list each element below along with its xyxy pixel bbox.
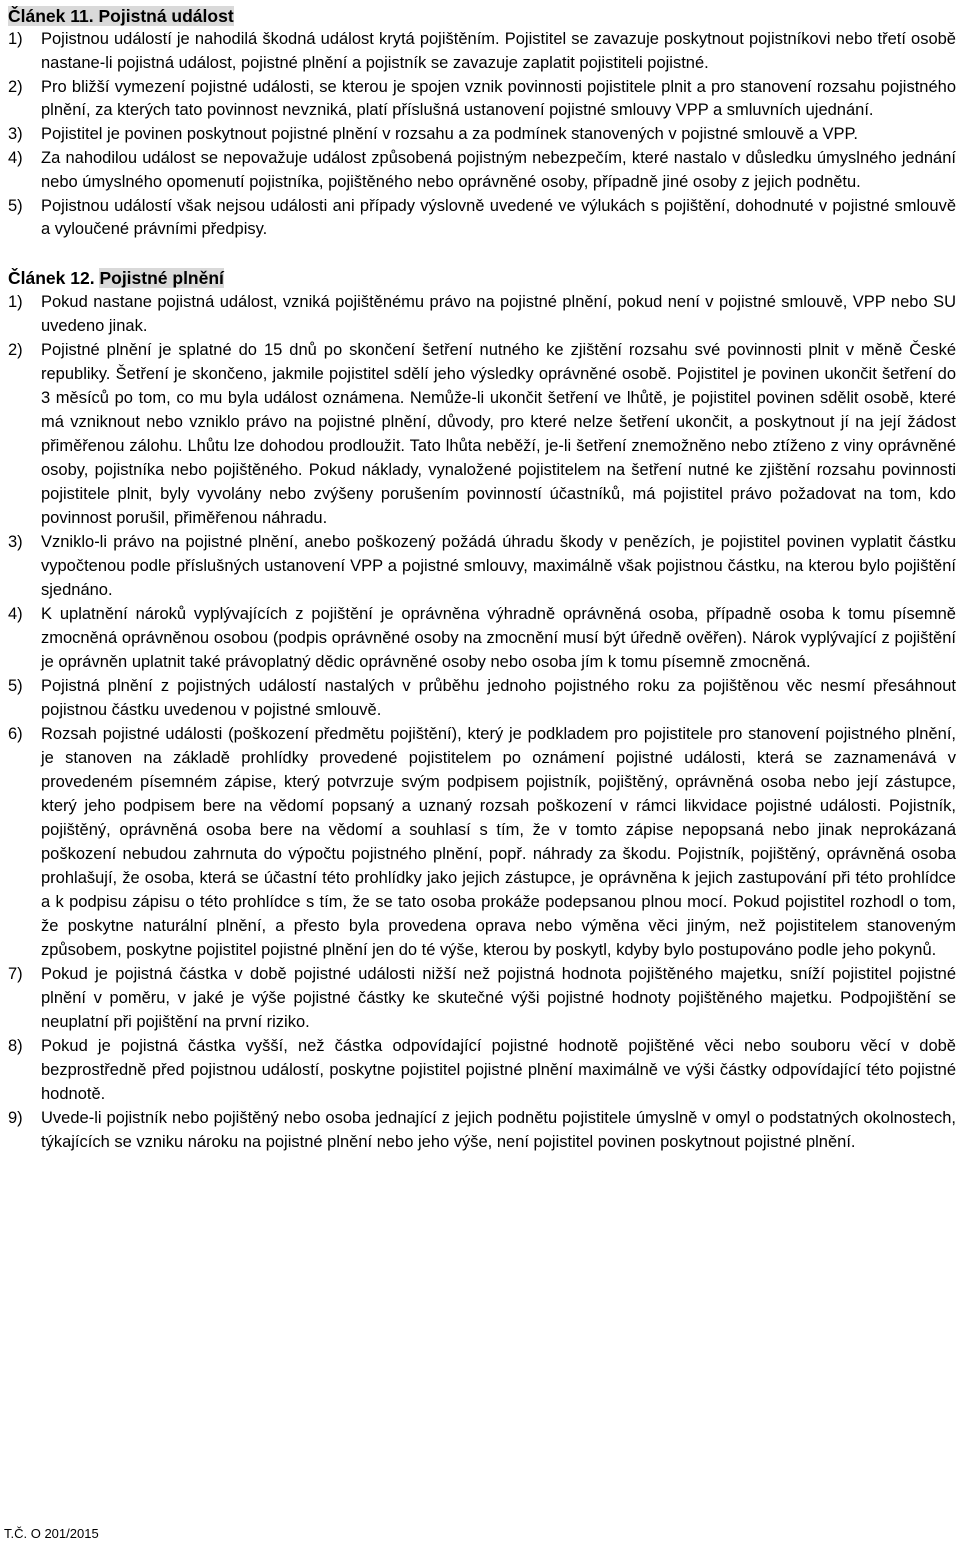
item-number: 3) <box>8 125 23 144</box>
item-text: Rozsah pojistné události (poškození předmětu pojištění), který je podkladem pro pojistitele pro stanovení pojistného plnění, je stanoven na základě prohlídky provedené pojistitelem po oznámení pojistné události, která se zaznamenává v provedeném písemném zápise, který potvrzuje svým podpisem pojistník, pojištěný, oprávněná osoba nebo její zástupce, který jeho podpisem bere na vědomí popsaný a uznaný rozsah poškození v rámci likvidace pojistné události. Pojistník, pojištěný, oprávněná osoba bere na vědomí a souhlasí s tím, že v tomto zápise nepopsaná nebo jinak neprokázaná poškození nebudou zahrnuta do výpočtu pojistného plnění, popř. náhrady za škodu. Pojistník, pojištěný, oprávněná osoba prohlašují, že osoba, která se účastní této prohlídky jako jejich zástupce, je oprávněna k jejich zastupování při této prohlídce a k podpisu zápisu o této prohlídce s tím, že se tato osoba prokáže podepsanou plnou mocí. Pokud pojistitel rozhodl o tom, že poskytne naturální plnění, a přesto byla provedena oprava nebo výměna věci jiným, než pojistitelem stanoveným způsobem, poskytne pojistitel pojistné plnění jen do té výše, kterou by poskytl, kdyby bylo postupováno podle jeho pokynů. <box>41 725 956 960</box>
article-12-item-8 <box>8 1034 956 1106</box>
item-text: Pojistné plnění je splatné do 15 dnů po skončení šetření nutného ke zjištění rozsahu své povinnosti plnit v měně České republiky. Šetření je skončeno, jakmile pojistitel sdělí jeho výsledky oprávněné osobě. Pojistitel je povinen ukončit šetření do 3 měsíců po tom, co mu byla událost oznámena. Nemůže-li ukončit šetření ve lhůtě, je pojistitel povinen sdělit osobě, které má vzniknout nebo vzniklo právo na pojistné plnění, důvody, pro které nelze šetření ukončit, a poskytnout jí na její žádost přiměřenou zálohu. Lhůtu lze dohodou prodloužit. Tato lhůta neběží, je-li šetření znemožněno nebo ztíženo z viny oprávněné osoby, pojistníka nebo pojištěného. Pokud náklady, vynaložené pojistitelem na šetření nutné ke zjištění rozsahu povinnosti pojistitele plnit, byly vyvolány nebo zvýšeny porušením povinností účastníků, má pojistitel právo požadovat na tom, kdo povinnost porušil, přiměřenou náhradu. <box>41 341 956 528</box>
item-text: Vzniklo-li právo na pojistné plnění, anebo poškozený požádá úhradu škody v penězích, je pojistitel povinen vyplatit částku vypočtenou podle příslušných ustanovení VPP a pojistné smlouvy, maximálně však pojistnou částku, na kterou bylo pojištění sjednáno. <box>41 533 956 600</box>
item-number: 7) <box>8 965 23 984</box>
item-number: 1) <box>8 30 23 48</box>
item-text: Uvede-li pojistník nebo pojištěný nebo osoba jednající z jejich podnětu pojistitele úmyslně v omyl o podstatných okolnostech, týkajících se vzniku nároku na pojistné plnění nebo jeho výše, není pojistitel povinen poskytnout pojistné plnění. <box>41 1109 956 1152</box>
item-number: 4) <box>8 605 23 624</box>
article-12-item-6 <box>8 722 956 962</box>
article-12-item-9 <box>8 1106 956 1154</box>
article-11-heading-highlight <box>8 6 234 26</box>
item-text: Za nahodilou událost se nepovažuje událost způsobená pojistným nebezpečím, které nastalo v důsledku úmyslného jednání nebo úmyslného opomenutí pojistníka, pojištěného nebo oprávněné osoby, případně jiné osoby z jejich podnětu. <box>41 148 956 191</box>
article-11-item-1 <box>8 28 956 76</box>
item-text: Pojistnou událostí je nahodilá škodná událost krytá pojištěním. Pojistitel se zavazuje poskytnout pojistníkovi nebo třetí osobě nastane-li pojistná událost, pojistné plnění a pojistník se zavazuje zaplatit pojistiteli pojistné. <box>41 30 956 72</box>
item-text: Pokud nastane pojistná událost, vzniká pojištěnému právo na pojistné plnění, pokud není v pojistné smlouvě, VPP nebo SU uvedeno jinak. <box>41 293 956 336</box>
article-11 <box>8 4 956 242</box>
article-12-item-2 <box>8 338 956 530</box>
item-number: 9) <box>8 1109 23 1128</box>
item-text: Pojistitel je povinen poskytnout pojistné plnění v rozsahu a za podmínek stanovených v pojistné smlouvě a VPP. <box>41 125 858 144</box>
page-footer-reference: T.Č. O 201/2015 <box>4 1526 99 1541</box>
item-number: 2) <box>8 77 23 96</box>
article-11-item-2 <box>8 76 956 124</box>
item-number: 4) <box>8 148 23 167</box>
item-number: 8) <box>8 1037 23 1056</box>
article-12-heading <box>8 266 956 290</box>
article-11-heading-number: Článek 11. <box>8 6 94 26</box>
item-number: 5) <box>8 677 23 696</box>
article-11-heading-title: Pojistná událost <box>98 6 234 26</box>
item-number: 6) <box>8 725 23 744</box>
article-11-item-3 <box>8 123 956 147</box>
document-page <box>8 4 956 1154</box>
article-12-item-5 <box>8 674 956 722</box>
item-number: 5) <box>8 196 23 215</box>
article-12-item-7 <box>8 962 956 1034</box>
article-11-item-5 <box>8 195 956 243</box>
item-number: 3) <box>8 533 23 552</box>
item-text: Pojistnou událostí však nejsou události ani případy výslovně uvedené ve výlukách s pojištění, dohodnuté v pojistné smlouvě a vyloučené právními předpisy. <box>41 196 956 239</box>
item-text: K uplatnění nároků vyplývajících z pojištění je oprávněna výhradně oprávněná osoba, případně osoba k tomu písemně zmocněná oprávněnou osobou (podpis oprávněné osoby na zmocnění musí být úředně ověřen). Nárok vyplývající z pojištění je oprávněn uplatnit také právoplatný dědic oprávněné osoby nebo osoba jím k tomu písemně zmocněná. <box>41 605 956 672</box>
section-spacer <box>8 242 956 266</box>
item-text: Pojistná plnění z pojistných událostí nastalých v průběhu jednoho pojistného roku za pojištěnou věc nesmí přesáhnout pojistnou částku uvedenou v pojistné smlouvě. <box>41 677 956 720</box>
article-12-item-1 <box>8 290 956 338</box>
article-12-heading-title: Pojistné plnění <box>99 268 224 289</box>
item-text: Pokud je pojistná částka vyšší, než částka odpovídající pojistné hodnotě pojištěné věci nebo souboru věcí v době bezprostředně před pojistnou událostí, poskytne pojistitel pojistné plnění maximálně ve výši částky odpovídající této pojistné hodnotě. <box>41 1037 956 1104</box>
article-11-item-4 <box>8 147 956 195</box>
article-12-item-3 <box>8 530 956 602</box>
article-12-heading-number: Článek 12. <box>8 268 95 289</box>
item-number: 2) <box>8 341 23 360</box>
article-12-item-4 <box>8 602 956 674</box>
item-text: Pokud je pojistná částka v době pojistné události nižší než pojistná hodnota pojištěného majetku, sníží pojistitel pojistné plnění v poměru, v jaké je výše pojistné částky ke skutečné výši pojistné hodnoty pojištěného majetku. Podpojištění se neuplatní při pojištění na první riziko. <box>41 965 956 1032</box>
item-text: Pro bližší vymezení pojistné události, se kterou je spojen vznik povinnosti pojistitele plnit a pro stanovení rozsahu pojistného plnění, za kterých tato povinnost nevzniká, platí příslušná ustanovení pojistné smlouvy VPP a smluvních ujednání. <box>41 77 956 120</box>
item-number: 1) <box>8 293 23 312</box>
article-11-heading <box>8 4 956 28</box>
article-12 <box>8 266 956 1154</box>
